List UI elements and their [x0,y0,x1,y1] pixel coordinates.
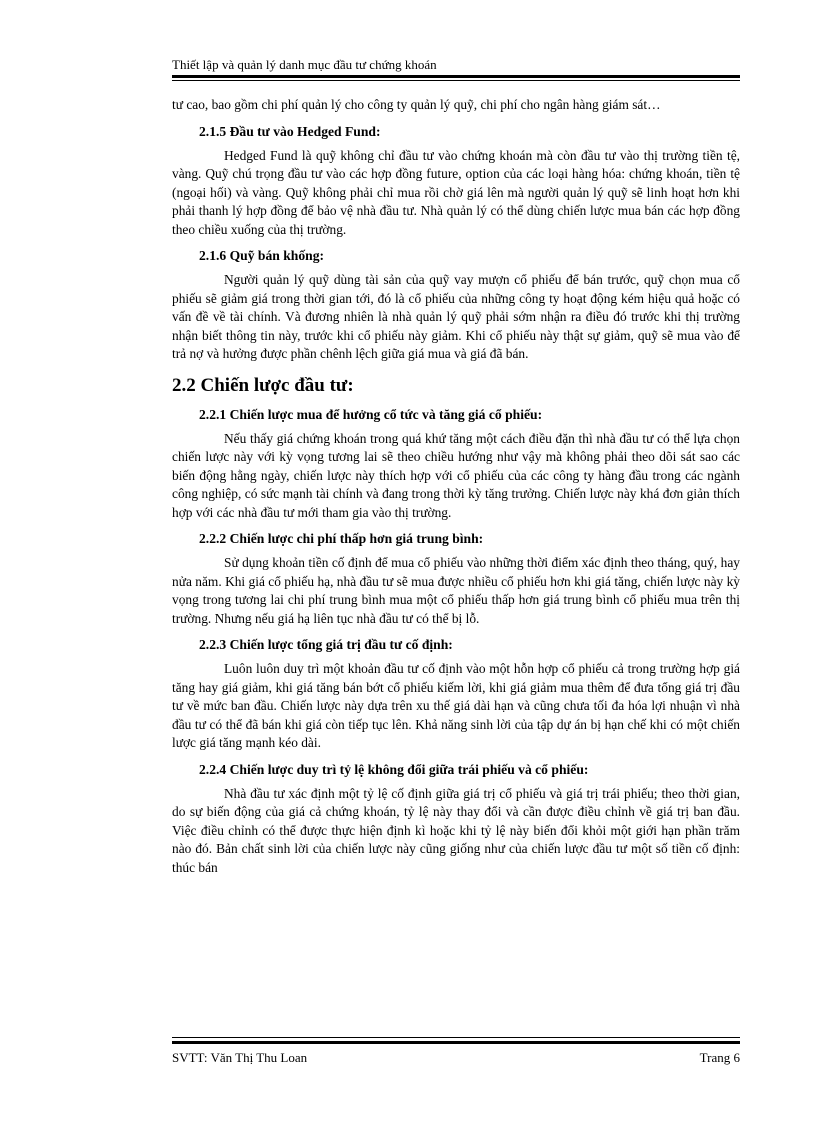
footer-rule-thin [172,1037,740,1038]
heading-2-2: 2.2 Chiến lược đầu tư: [172,374,354,396]
heading-2-2-1: 2.2.1 Chiến lược mua để hưởng cổ tức và tăng giá cổ phiếu: [199,406,543,422]
paragraph-2-2-1: Nếu thấy giá chứng khoán trong quá khứ tăng một cách điều đặn thì nhà đầu tư có thể lựa chọn chiến lược này với kỳ vọng tương lai sẽ theo chiều hướng như vậy mà không phải theo dõi sát sao các biến động hằng ngày, chiến lược này thích hợp với cổ phiếu của các công ty hàng đầu trong các ngành công nghiệp, có sức mạnh tài chính và đang trong thời kỳ tăng trưởng. Chiến lược này khá đơn giản thích hợp với các nhà đầu tư mới tham gia vào thị trường. [172,430,740,520]
heading-2-2-2: 2.2.2 Chiến lược chi phí thấp hơn giá trung bình: [199,531,484,546]
paragraph-2-2-3: Luôn luôn duy trì một khoản đầu tư cố định vào một hỗn hợp cổ phiếu cả trong trường hợp giá tăng hay giá giảm, khi giá tăng bán bớt cổ phiếu kiếm lời, khi giá giảm mua thêm để đưa tổng giá trị đầu tư về mức ban đầu. Chiến lược này dựa trên xu thế giá dài hạn và cũng chưa tối đa hóa lợi nhuận vì nhà đầu tư có thể đã bán khi giá còn tiếp tục lên. Khả năng sinh lời của tập dự án bị hạn chế khi có một chiến lược giá tăng mạnh kéo dài. [172,661,740,750]
header-rule-thin [172,80,740,81]
heading-2-2-4: 2.2.4 Chiến lược duy trì tỷ lệ không đổi giữa trái phiếu và cổ phiếu: [199,761,589,777]
page-content [172,96,740,877]
heading-2-1-6: 2.1.6 Quỹ bán khống: [199,248,325,263]
paragraph-2-1-5: Hedged Fund là quỹ không chỉ đầu tư vào chứng khoán mà còn đầu tư vào thị trường tiền tệ, vàng. Quỹ chú trọng đầu tư vào các hợp đồng future, option của các loại hàng hóa: chứng khoán, tiền tệ (ngoại hối) và vàng. Quỹ không phải chỉ mua rồi chờ giá lên mà người quản lý quỹ sẽ linh hoạt hơn khi phải thanh lý hợp đồng để bảo vệ nhà đầu tư. Nhà quản lý có thể dùng chiến lược mua bán các hợp đồng theo chiều xuống của thị trường. [172,147,740,237]
page-header-title: Thiết lập và quản lý danh mục đầu tư chứng khoán [172,57,437,72]
heading-2-2-3: 2.2.3 Chiến lược tổng giá trị đầu tư cố định: [199,637,453,652]
header-rule-thick [172,75,740,78]
paragraph-intro: tư cao, bao gồm chi phí quản lý cho công ty quản lý quỹ, chi phí cho ngân hàng giám sát… [172,97,661,112]
footer-author: SVTT: Văn Thị Thu Loan [172,1050,308,1065]
paragraph-2-2-2: Sử dụng khoản tiền cố định để mua cổ phiếu vào những thời điểm xác định theo tháng, quý, hay nửa năm. Khi giá cổ phiếu hạ, nhà đầu tư sẽ mua được nhiều cổ phiếu hơn khi giá tăng, chiến lược này kỳ vọng trong tương lai chi phí trung bình mua một cổ phiếu thấp hơn giá trung bình cổ phiếu mua trên thị trường. Nhưng nếu giá hạ liên tục nhà đầu tư có thể bị lỗ. [172,555,740,626]
heading-2-1-5: 2.1.5 Đầu tư vào Hedged Fund: [199,123,381,139]
page-footer [172,1050,740,1066]
footer-page-number: Trang 6 [699,1050,740,1065]
paragraph-2-2-4: Nhà đầu tư xác định một tỷ lệ cố định giữa giá trị cổ phiếu và giá trị trái phiếu; theo thời gian, do sự biến động của giá cả chứng khoán, tỷ lệ này thay đổi và cần được điều chỉnh về giá trị ban đầu. Việc điều chỉnh có thể được thực hiện định kì hoặc khi tỷ lệ này biến đổi khỏi một giới hạn phần trăm nào đó. Bản chất sinh lời của chiến lược này cũng giống như của chiến lược đầu tư một số tiền cố định: thúc bán [172,785,740,875]
footer-rule-thick [172,1041,740,1044]
paragraph-2-1-6: Người quản lý quỹ dùng tài sản của quỹ vay mượn cổ phiếu để bán trước, quỹ chọn mua cổ phiếu sẽ giảm giá trong thời gian tới, đó là cổ phiếu của những công ty hoạt động kém hiệu quả hoặc có vấn đề về tài chính. Và đương nhiên là nhà quản lý quỹ phải sớm nhận ra điều đó trước khi thị trường nhận biết thông tin này, trước khi cổ phiếu này giảm. Khi cổ phiếu này thật sự giảm, quỹ sẽ mua vào để trả nợ và hưởng được phần chênh lệch giữa giá mua và giá đã bán. [172,272,740,361]
